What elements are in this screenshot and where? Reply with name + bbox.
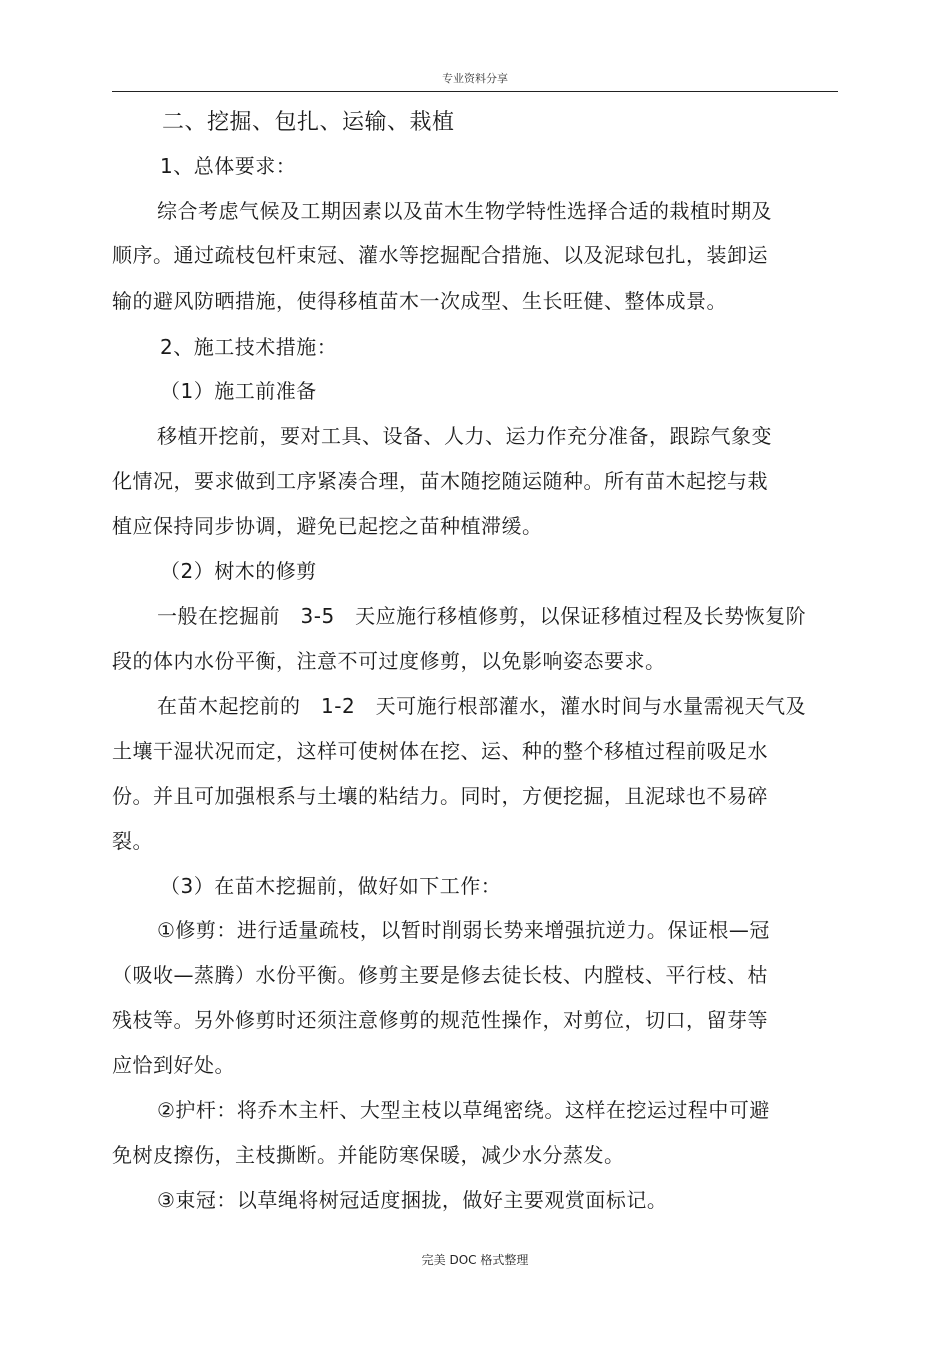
paragraph-line: 段的体内水份平衡，注意不可过度修剪，以免影响姿态要求。 [112,649,666,673]
header-divider [112,91,838,92]
subheading: （2）树木的修剪 [160,559,317,583]
section-heading: 二、挖掘、包扎、运输、栽植 [162,110,455,135]
paragraph-line: 综合考虑气候及工期因素以及苗木生物学特性选择合适的栽植时期及 [157,199,772,223]
subheading: 2、施工技术措施： [160,335,338,359]
page-footer: 完美 DOC 格式整理 [421,1253,529,1267]
paragraph-line: 在苗木起挖前的 1-2 天可施行根部灌水，灌水时间与水量需视天气及 [157,694,807,718]
paragraph-line: ②护杆：将乔木主杆、大型主枝以草绳密绕。这样在挖运过程中可避 [157,1098,770,1122]
paragraph-line: 化情况，要求做到工序紧凑合理，苗木随挖随运随种。所有苗木起挖与栽 [112,469,768,493]
paragraph-line: ③束冠：以草绳将树冠适度捆拢，做好主要观赏面标记。 [157,1188,668,1212]
paragraph-line: 植应保持同步协调，避免已起挖之苗种植滞缓。 [112,514,543,538]
subheading: 1、总体要求： [160,154,297,178]
paragraph-line: 土壤干湿状况而定，这样可使树体在挖、运、种的整个移植过程前吸足水 [112,739,768,763]
paragraph-line: 免树皮擦伤，主枝撕断。并能防寒保暖，减少水分蒸发。 [112,1143,625,1167]
subheading: （1）施工前准备 [160,379,317,403]
paragraph-line: 输的避风防晒措施，使得移植苗木一次成型、生长旺健、整体成景。 [112,289,727,313]
paragraph-line: 一般在挖掘前 3-5 天应施行移植修剪，以保证移植过程及长势恢复阶 [157,604,807,628]
paragraph-line: 顺序。通过疏枝包杆束冠、灌水等挖掘配合措施、以及泥球包扎，装卸运 [112,243,768,267]
paragraph-line: 移植开挖前，要对工具、设备、人力、运力作充分准备，跟踪气象变 [157,424,772,448]
paragraph-line: 裂。 [112,829,153,853]
paragraph-line: 应恰到好处。 [112,1053,235,1077]
page-header: 专业资料分享 [442,72,508,85]
paragraph-line: 残枝等。另外修剪时还须注意修剪的规范性操作，对剪位，切口，留芽等 [112,1008,768,1032]
paragraph-line: ①修剪：进行适量疏枝，以暂时削弱长势来增强抗逆力。保证根—冠 [157,918,770,942]
subheading: （3）在苗木挖掘前，做好如下工作： [160,874,502,898]
paragraph-line: 份。并且可加强根系与土壤的粘结力。同时，方便挖掘，且泥球也不易碎 [112,784,768,808]
paragraph-line: （吸收—蒸腾）水份平衡。修剪主要是修去徒长枝、内膛枝、平行枝、枯 [112,963,768,987]
